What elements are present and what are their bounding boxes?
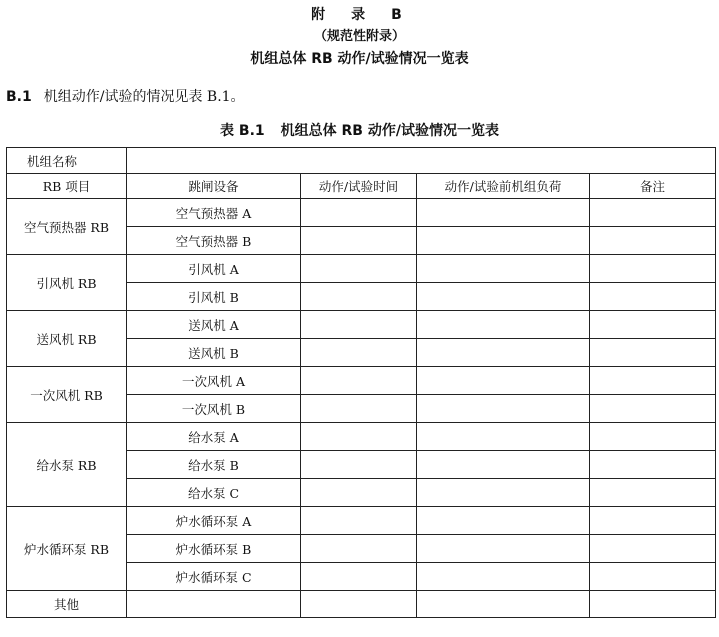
- header-row: [7, 174, 716, 199]
- unit-name-value: [127, 148, 716, 174]
- equipment-cell: 炉水循环泵 C: [127, 563, 301, 591]
- section-text: 机组动作/试验的情况见表 B.1。: [43, 89, 245, 105]
- rb-item-cell: 送风机 RB: [7, 311, 127, 367]
- equipment-cell: 空气预热器 B: [127, 227, 301, 255]
- load-cell: [417, 255, 590, 283]
- time-cell: [301, 255, 417, 283]
- remarks-cell: [590, 395, 716, 423]
- remarks-cell: [590, 507, 716, 535]
- table-row: [7, 423, 716, 451]
- load-cell: [417, 395, 590, 423]
- remarks-cell: [590, 367, 716, 395]
- equipment-cell: 送风机 A: [127, 311, 301, 339]
- equipment-cell: 给水泵 C: [127, 479, 301, 507]
- equipment-cell: 送风机 B: [127, 339, 301, 367]
- equipment-cell: 引风机 A: [127, 255, 301, 283]
- unit-name-row: [7, 148, 716, 174]
- table-number: 表 B.1: [220, 123, 265, 139]
- table-title: 机组总体 RB 动作/试验情况一览表: [280, 123, 499, 139]
- remarks-cell: [590, 423, 716, 451]
- load-cell: [417, 591, 590, 618]
- other-row: [7, 591, 716, 618]
- header-pre-action-load: 动作/试验前机组负荷: [417, 174, 590, 199]
- table-row: [7, 507, 716, 535]
- time-cell: [301, 227, 417, 255]
- remarks-cell: [590, 311, 716, 339]
- equipment-cell: 炉水循环泵 B: [127, 535, 301, 563]
- rb-item-cell: 给水泵 RB: [7, 423, 127, 507]
- remarks-cell: [590, 227, 716, 255]
- table-row: [7, 367, 716, 395]
- time-cell: [301, 339, 417, 367]
- other-label: 其他: [7, 591, 127, 618]
- table-caption: [0, 121, 719, 141]
- time-cell: [301, 423, 417, 451]
- remarks-cell: [590, 339, 716, 367]
- load-cell: [417, 311, 590, 339]
- section-number: B.1: [6, 89, 32, 105]
- equipment-cell: [127, 591, 301, 618]
- equipment-cell: 一次风机 A: [127, 367, 301, 395]
- table-row: [7, 199, 716, 227]
- load-cell: [417, 423, 590, 451]
- time-cell: [301, 591, 417, 618]
- time-cell: [301, 535, 417, 563]
- load-cell: [417, 199, 590, 227]
- equipment-cell: 炉水循环泵 A: [127, 507, 301, 535]
- appendix-heading: [0, 4, 719, 70]
- appendix-subtitle: 机组总体 RB 动作/试验情况一览表: [250, 51, 469, 67]
- load-cell: [417, 479, 590, 507]
- appendix-nature: （规范性附录）: [313, 29, 405, 44]
- equipment-cell: 引风机 B: [127, 283, 301, 311]
- load-cell: [417, 451, 590, 479]
- load-cell: [417, 563, 590, 591]
- remarks-cell: [590, 283, 716, 311]
- remarks-cell: [590, 591, 716, 618]
- time-cell: [301, 563, 417, 591]
- remarks-cell: [590, 199, 716, 227]
- header-trip-equipment: 跳闸设备: [127, 174, 301, 199]
- time-cell: [301, 507, 417, 535]
- rb-item-cell: 炉水循环泵 RB: [7, 507, 127, 591]
- load-cell: [417, 367, 590, 395]
- remarks-cell: [590, 563, 716, 591]
- unit-name-label: 机组名称: [7, 148, 127, 174]
- rb-item-cell: 引风机 RB: [7, 255, 127, 311]
- load-cell: [417, 227, 590, 255]
- rb-summary-table: [6, 147, 716, 618]
- table-row: [7, 255, 716, 283]
- remarks-cell: [590, 451, 716, 479]
- header-rb-item: RB 项目: [7, 174, 127, 199]
- remarks-cell: [590, 255, 716, 283]
- remarks-cell: [590, 479, 716, 507]
- time-cell: [301, 311, 417, 339]
- time-cell: [301, 367, 417, 395]
- time-cell: [301, 395, 417, 423]
- remarks-cell: [590, 535, 716, 563]
- equipment-cell: 给水泵 B: [127, 451, 301, 479]
- load-cell: [417, 283, 590, 311]
- time-cell: [301, 199, 417, 227]
- appendix-title: 附 录 B: [311, 7, 408, 23]
- time-cell: [301, 479, 417, 507]
- rb-item-cell: 一次风机 RB: [7, 367, 127, 423]
- time-cell: [301, 283, 417, 311]
- load-cell: [417, 507, 590, 535]
- load-cell: [417, 535, 590, 563]
- rb-item-cell: 空气预热器 RB: [7, 199, 127, 255]
- header-action-time: 动作/试验时间: [301, 174, 417, 199]
- equipment-cell: 空气预热器 A: [127, 199, 301, 227]
- section-paragraph: [6, 86, 245, 108]
- header-remarks: 备注: [590, 174, 716, 199]
- load-cell: [417, 339, 590, 367]
- table-row: [7, 311, 716, 339]
- equipment-cell: 给水泵 A: [127, 423, 301, 451]
- equipment-cell: 一次风机 B: [127, 395, 301, 423]
- time-cell: [301, 451, 417, 479]
